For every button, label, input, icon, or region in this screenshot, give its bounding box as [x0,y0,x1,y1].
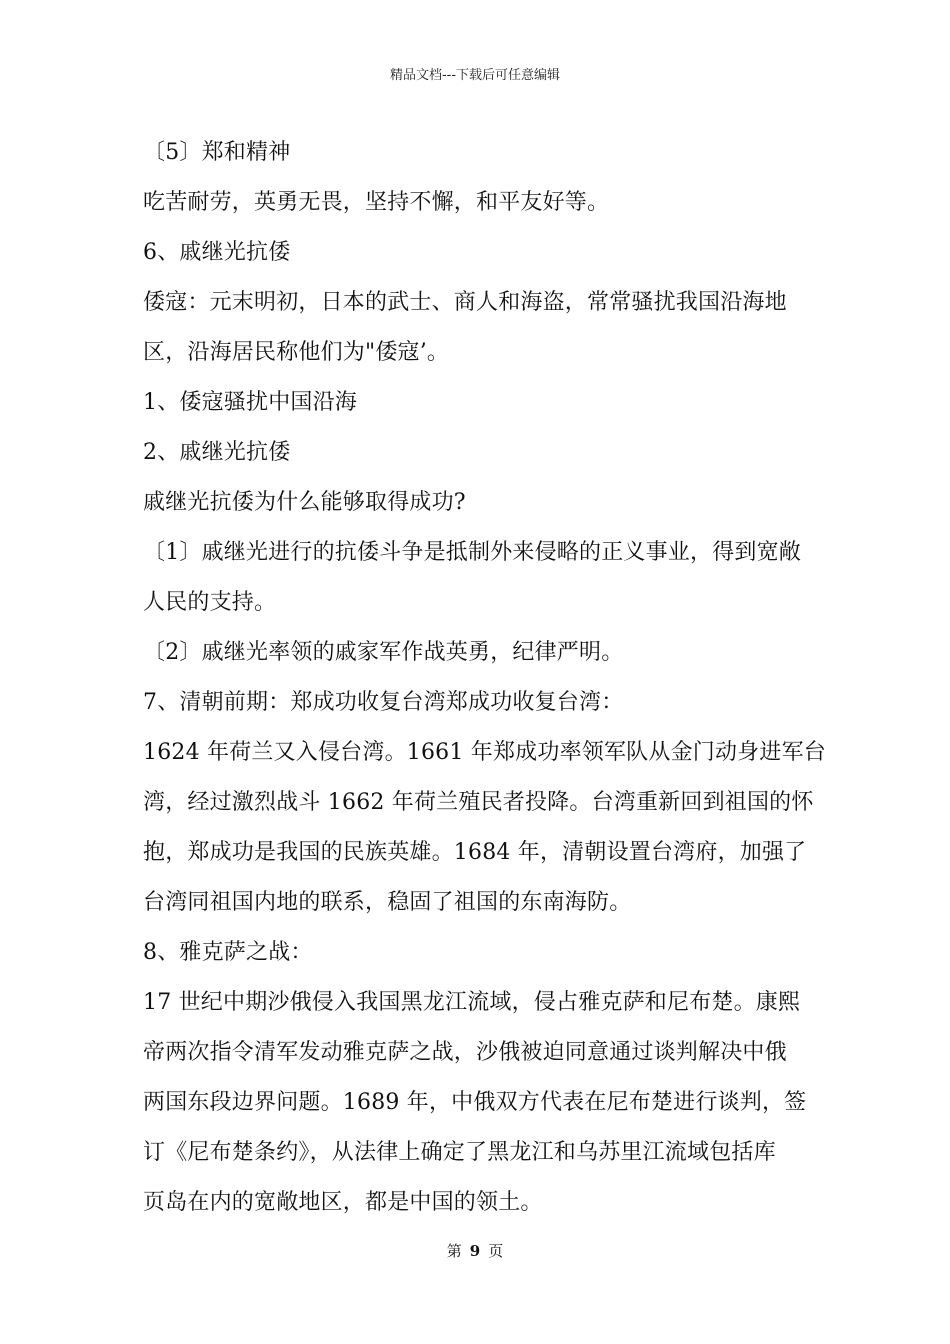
paragraph-line: 吃苦耐劳，英勇无畏，坚持不懈，和平友好等。 [143,190,610,215]
paragraph-line: 人民的支持。 [143,590,277,615]
subheading-wokou: 1、倭寇骚扰中国沿海 [143,390,357,415]
subheading-zhenghe-spirit: 〔5〕郑和精神 [143,140,291,165]
page-label-suffix: 页 [488,1242,504,1260]
paragraph-line: 〔1〕戚继光进行的抗倭斗争是抵制外来侵略的正义事业，得到宽敞 [143,540,801,565]
page-footer [0,1240,950,1261]
header-text: 精品文档---下载后可任意编辑 [389,68,561,83]
document-body [143,128,826,1228]
paragraph-line: 页岛在内的宽敞地区，都是中国的领土。 [143,1190,543,1215]
paragraph-line: 两国东段边界问题。1689 年，中俄双方代表在尼布楚进行谈判，签 [143,1090,807,1115]
subheading-anti-wokou: 2、戚继光抗倭 [143,440,291,465]
question-line: 戚继光抗倭为什么能够取得成功? [143,490,466,515]
paragraph-line: 抱，郑成功是我国的民族英雄。1684 年，清朝设置台湾府，加强了 [143,840,807,865]
paragraph-line: 17 世纪中期沙俄侵入我国黑龙江流域，侵占雅克萨和尼布楚。康熙 [143,990,801,1015]
page-number: 9 [469,1242,481,1260]
section-heading-zhengchenggong: 7、清朝前期：郑成功收复台湾郑成功收复台湾： [143,690,624,715]
paragraph-line: 1624 年荷兰又入侵台湾。1661 年郑成功率领军队从金门动身进军台 [143,740,826,765]
paragraph-line: 湾，经过激烈战斗 1662 年荷兰殖民者投降。台湾重新回到祖国的怀 [143,790,814,815]
paragraph-line: 订《尼布楚条约》，从法律上确定了黑龙江和乌苏里江流域包括库 [143,1140,776,1165]
section-heading-qijiguang: 6、戚继光抗倭 [143,240,291,265]
paragraph-line: 〔2〕戚继光率领的戚家军作战英勇，纪律严明。 [143,640,624,665]
page-header [0,64,950,83]
paragraph-line: 帝两次指令清军发动雅克萨之战，沙俄被迫同意通过谈判解决中俄 [143,1040,787,1065]
paragraph-line: 台湾同祖国内地的联系，稳固了祖国的东南海防。 [143,890,632,915]
paragraph-line: 倭寇：元末明初，日本的武士、商人和海盗，常常骚扰我国沿海地 [143,290,787,315]
paragraph-line: 区，沿海居民称他们为"倭寇’。 [143,340,450,365]
page-label-prefix: 第 [446,1242,462,1260]
section-heading-yakesa: 8、雅克萨之战： [143,940,313,965]
